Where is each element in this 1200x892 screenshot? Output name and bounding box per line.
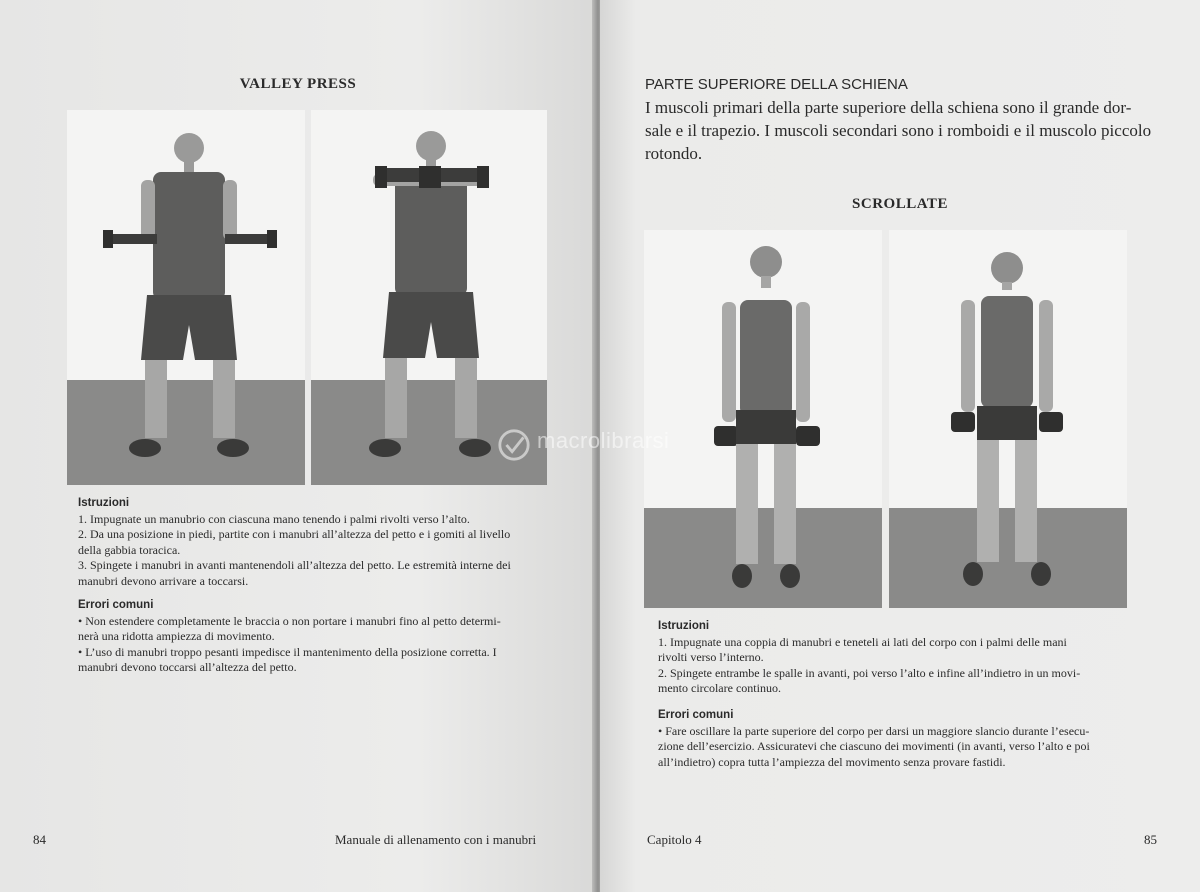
man-dumbbells-at-chest-photo <box>67 110 305 485</box>
intro-line: I muscoli primari della parte superiore della schiena sono il grande dor- <box>645 98 1132 117</box>
instruction-line: rivolti verso l’interno. <box>658 650 764 664</box>
instruction-line: 1. Impugnate un manubrio con ciascuna mano tenendo i palmi rivolti verso l’alto. <box>78 511 470 526</box>
error-line: • L’uso di manubri troppo pesanti impedisce il mantenimento della posizione corretta. I <box>78 644 497 659</box>
instruction-line: 2. Da una posizione in piedi, partite con i manubri all’altezza del petto e i gomiti al livello <box>78 527 511 541</box>
watermark <box>497 426 712 466</box>
woman-shrug-photo <box>889 230 1127 608</box>
intro-line: rotondo. <box>645 144 703 163</box>
section-intro <box>645 96 1175 165</box>
intro-line: sale e il trapezio. I muscoli secondari sono i romboidi e il muscolo piccolo <box>645 121 1152 140</box>
error-line: all’indietro) copra tutta l’ampiezza del movimento senza provare fastidi. <box>658 754 1006 769</box>
exercise-title: SCROLLATE <box>852 196 948 212</box>
instruction-line: della gabbia toracica. <box>78 542 181 557</box>
running-title: Capitolo 4 <box>647 832 702 847</box>
errors-block <box>78 598 548 676</box>
error-line: nerà una ridotta ampiezza di movimento. <box>78 629 275 643</box>
watermark-text: macrolibrarsi <box>537 428 670 453</box>
exercise-title: VALLEY PRESS <box>239 76 357 92</box>
exercise-photo-start <box>644 230 882 608</box>
instruction-line: manubri devono arrivare a toccarsi. <box>78 573 249 588</box>
error-line: zione dell’esercizio. Assicuratevi che ciascuno dei movimenti (in avanti, verso l’alto e poi <box>658 739 1090 753</box>
check-circle-icon <box>497 428 531 462</box>
page-number: 85 <box>1144 832 1157 847</box>
page-number: 84 <box>33 832 46 847</box>
running-title: Manuale di allenamento con i manubri <box>335 832 537 847</box>
instructions-block <box>658 619 1138 697</box>
instructions-block <box>78 496 548 589</box>
section-heading: PARTE SUPERIORE DELLA SCHIENA <box>645 76 908 93</box>
error-line: manubri devono toccarsi all’altezza del petto. <box>78 660 297 674</box>
instructions-heading: Istruzioni <box>658 620 710 632</box>
instruction-line: 3. Spingete i manubri in avanti mantenendoli all’altezza del petto. Le estremità interne dei <box>78 558 511 572</box>
instruction-line: 1. Impugnate una coppia di manubri e teneteli ai lati del corpo con i palmi delle mani <box>658 634 1067 649</box>
error-line: • Fare oscillare la parte superiore del corpo per darsi un maggiore slancio durante l’esecu- <box>658 723 1090 738</box>
instruction-line: mento circolare continuo. <box>658 681 781 695</box>
error-line: • Non estendere completamente le braccia o non portare i manubri fino al petto determi- <box>78 613 501 628</box>
instructions-heading: Istruzioni <box>78 497 130 509</box>
instruction-line: 2. Spingete entrambe le spalle in avanti, poi verso l’alto e infine all’indietro in un movi- <box>658 665 1081 680</box>
exercise-photo-end <box>889 230 1127 608</box>
errors-heading: Errori comuni <box>78 599 154 611</box>
woman-dumbbells-at-sides-photo <box>644 230 882 608</box>
errors-heading: Errori comuni <box>658 709 734 721</box>
exercise-photo-start <box>67 110 305 485</box>
errors-block <box>658 708 1138 770</box>
